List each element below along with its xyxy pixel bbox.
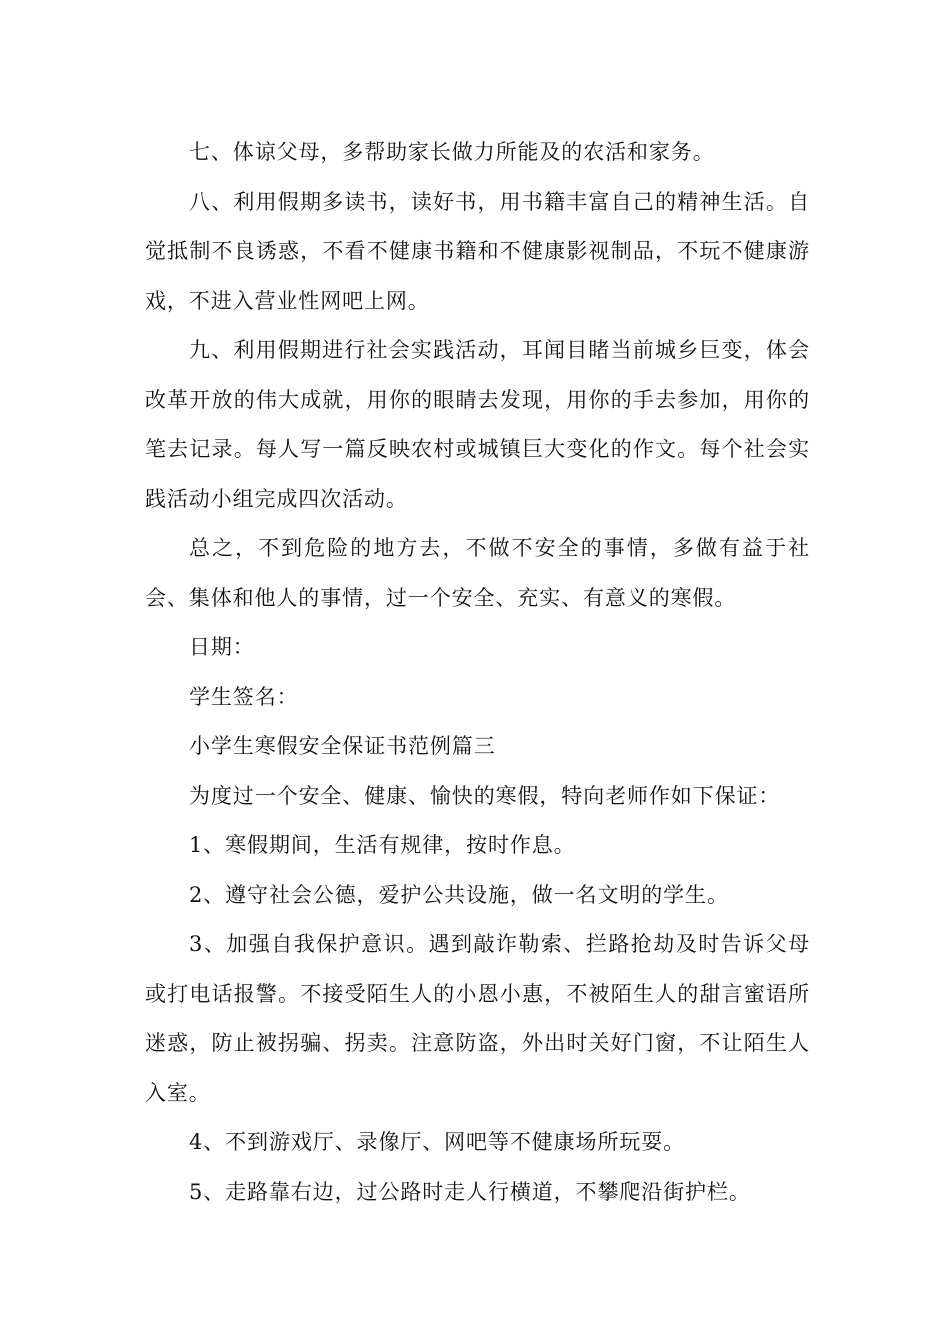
pledge-intro: 为度过一个安全、健康、愉快的寒假，特向老师作如下保证： bbox=[189, 783, 781, 808]
paragraph-summary: 总之，不到危险的地方去，不做不安全的事情，多做有益于社会、集体和他人的事情，过一个安全、充实、有意义的寒假。 bbox=[145, 536, 810, 610]
pledge-item-3: 3、加强自我保护意识。遇到敲诈勒索、拦路抢劫及时告诉父母或打电话报警。不接受陌生人的小恩小惠，不被陌生人的甜言蜜语所迷惑，防止被拐骗、拐卖。注意防盗，外出时关好门窗，不让陌生人入室。 bbox=[145, 932, 810, 1105]
pledge-item-2: 2、遵守社会公德，爱护公共设施，做一名文明的学生。 bbox=[189, 882, 729, 907]
document-body bbox=[145, 128, 810, 1217]
pledge-item-5: 5、走路靠右边，过公路时走人行横道，不攀爬沿街护栏。 bbox=[189, 1179, 751, 1204]
pledge-item-4: 4、不到游戏厅、录像厅、网吧等不健康场所玩耍。 bbox=[189, 1130, 686, 1154]
section-title: 小学生寒假安全保证书范例篇三 bbox=[189, 734, 496, 758]
paragraph-item-7: 七、体谅父母，多帮助家长做力所能及的农活和家务。 bbox=[189, 140, 715, 164]
pledge-item-1: 1、寒假期间，生活有规律，按时作息。 bbox=[189, 833, 576, 857]
date-label: 日期： bbox=[189, 635, 255, 659]
paragraph-item-8: 八、利用假期多读书，读好书，用书籍丰富自己的精神生活。自觉抵制不良诱惑，不看不健康书籍和不健康影视制品，不玩不健康游戏，不进入营业性网吧上网。 bbox=[145, 189, 810, 313]
student-signature-label: 学生签名： bbox=[189, 684, 299, 709]
paragraph-item-9: 九、利用假期进行社会实践活动，耳闻目睹当前城乡巨变，体会改革开放的伟大成就，用你的眼睛去发现，用你的手去参加，用你的笔去记录。每人写一篇反映农村或城镇巨大变化的作文。每个社会实践活动小组完成四次活动。 bbox=[145, 338, 810, 511]
